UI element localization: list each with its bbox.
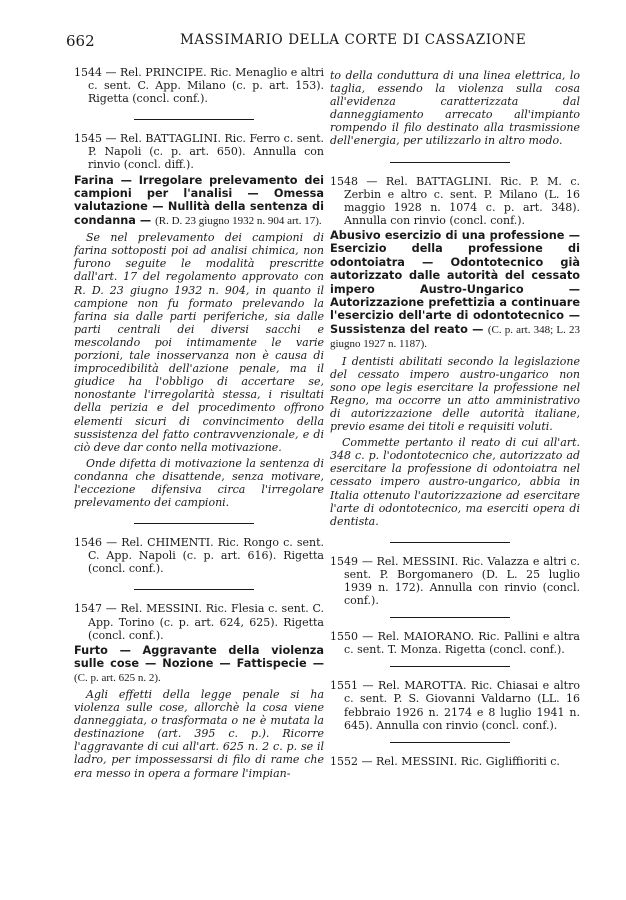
entry-reference: 1552 — Rel. MESSINI. Ric. Gigliffioriti c. bbox=[330, 754, 560, 768]
heading-citation: (R. D. 23 giugno 1932 n. 904 art. 17). bbox=[155, 214, 322, 227]
entry-1544 bbox=[74, 66, 324, 105]
entry-reference: 1547 — Rel. MESSINI. Ric. Flesia c. sent. C. App. Torino (c. p. art. 624, 625). Rigetta (concl. conf.). bbox=[74, 602, 324, 642]
heading-citation: (C. p. art. 625 n. 2). bbox=[74, 671, 161, 684]
entry-reference: 1544 — Rel. PRINCIPE. Ric. Menaglio e altri c. sent. C. App. Milano (c. p. art. 153). Rigetta (concl. conf.). bbox=[74, 66, 324, 106]
entry-heading bbox=[74, 644, 324, 685]
heading-text: Abusivo esercizio di una professione — Esercizio della professione di odontoiatra — Odontotecnico già autorizzato dalle autorità del cessato impero Austro-Ungarico — Autorizzazione prefettizia a continuare l'esercizio dell'arte di odontotecnico — Sussistenza del reato — bbox=[330, 228, 580, 336]
maxim-paragraph: Onde difetta di motivazione la sentenza di condanna che disattende, senza motivare, l'eccezione difensiva circa l'irregolare prelevamento dei campioni. bbox=[74, 456, 324, 510]
entry-heading bbox=[74, 174, 324, 229]
entry-reference: 1546 — Rel. CHIMENTI. Ric. Rongo c. sent. C. App. Napoli (c. p. art. 616). Rigetta (concl. conf.). bbox=[74, 536, 324, 576]
entry-1549 bbox=[330, 555, 580, 607]
separator-rule bbox=[134, 523, 254, 524]
separator-rule bbox=[390, 542, 510, 543]
running-title: MASSIMARIO DELLA CORTE DI CASSAZIONE bbox=[180, 32, 527, 48]
entry-heading bbox=[330, 229, 580, 352]
maxim-paragraph: Se nel prelevamento dei campioni di farina sottoposti poi ad analisi chimica, non furono seguite le modalità prescritte dall'art. 17 del regolamento approvato con R. D. 23 giugno 1932 n. 904, in quanto il campione non fu formato prelevando la farina sia dalle parti periferiche, sia dalle parti centrali dei diversi sacchi e mescolando poi intimamente le varie porzioni, tale inosservanza non è causa di improcedibilità dell'azione penale, ma il giudice ha l'obbligo di accertare se, nonostante l'irregolarità stessa, i risultati della perizia e del procedimento offrono elementi sicuri di convincimento della sussistenza del fatto contravvenzionale, e di ciò deve dar conto nella motivazione. bbox=[74, 231, 324, 454]
entry-reference: 1548 — Rel. BATTAGLINI. Ric. P. M. c. Zerbin e altro c. sent. P. Milano (L. 16 maggio 1928 n. 1074 c. p. art. 348). Annulla con rinvio (concl. conf.). bbox=[330, 174, 580, 227]
maxim-paragraph: Commette pertanto il reato di cui all'art. 348 c. p. l'odontotecnico che, autorizzato ad esercitare la professione di odontoiatra nel cessato impero austro-ungarico, abbia in Italia ottenuto l'autorizzazione ad esercitare l'arte di odontotecnico, ma eserciti opera di dentista. bbox=[330, 436, 580, 528]
entry-1547 bbox=[74, 602, 324, 779]
heading-text: Furto — Aggravante della violenza sulle cose — Nozione — Fattispecie — bbox=[74, 643, 324, 671]
separator-rule bbox=[134, 589, 254, 590]
entry-1551 bbox=[330, 679, 580, 731]
separator-rule bbox=[134, 119, 254, 120]
maxim-paragraph: Agli effetti della legge penale si ha violenza sulle cose, allorchè la cosa viene danneggiata, o trasformata o ne è mutata la destinazione (art. 395 c. p.). Ricorre l'aggravante di cui all'art. 625 n. 2 c. p. se il ladro, per impossessarsi di filo di rame che era messo in opera a formare l'impian- bbox=[74, 687, 324, 780]
separator-rule bbox=[390, 162, 510, 163]
entry-1550 bbox=[330, 630, 580, 656]
entry-1552 bbox=[330, 755, 580, 768]
entry-reference: 1551 — Rel. MAROTTA. Ric. Chiasai e altro c. sent. P. S. Giovanni Valdarno (LL. 16 febbraio 1926 n. 2174 e 8 luglio 1941 n. 645). Annulla con rinvio (concl. conf.). bbox=[330, 679, 580, 732]
entry-reference: 1545 — Rel. BATTAGLINI. Ric. Ferro c. sent. P. Napoli (c. p. art. 650). Annulla con rinvio (concl. diff.). bbox=[74, 132, 324, 172]
left-column bbox=[74, 66, 324, 794]
separator-rule bbox=[390, 742, 510, 743]
right-column bbox=[330, 66, 580, 778]
entry-1545 bbox=[74, 132, 324, 509]
maxim-paragraph: I dentisti abilitati secondo la legislazione del cessato impero austro-ungarico non sono ope legis esercitare la professione nel Regno, ma occorre un atto amministrativo di autorizzazione delle autorità italiane, previo esame dei titoli e requisiti voluti. bbox=[330, 354, 580, 434]
maxim-paragraph: to della conduttura di una linea elettrica, lo taglia, essendo la violenza sulla cosa all'evidenza caratterizzata dal danneggiamento arrecato all'impianto rompendo il filo destinato alla trasmissione dell'energia, per utilizzarlo in altro modo. bbox=[330, 69, 580, 148]
entry-reference: 1550 — Rel. MAIORANO. Ric. Pallini e altra c. sent. T. Monza. Rigetta (concl. conf.). bbox=[330, 630, 580, 657]
page-number: 662 bbox=[66, 32, 95, 50]
page-header bbox=[0, 0, 626, 60]
heading-citation: (C. p. art. 348; L. 23 giugno 1927 n. 1187). bbox=[330, 323, 580, 351]
separator-rule bbox=[390, 666, 510, 667]
separator-rule bbox=[390, 617, 510, 618]
entry-1548 bbox=[330, 175, 580, 528]
entry-reference: 1549 — Rel. MESSINI. Ric. Valazza e altri c. sent. P. Borgomanero (D. L. 25 luglio 1939 n. 172). Annulla con rinvio (concl. conf.). bbox=[330, 554, 580, 608]
heading-text: Farina — Irregolare prelevamento dei campioni per l'analisi — Omessa valutazione — Nullità della sentenza di condanna — bbox=[74, 173, 324, 227]
entry-1546 bbox=[74, 536, 324, 575]
entry-1547-continued bbox=[330, 69, 580, 148]
